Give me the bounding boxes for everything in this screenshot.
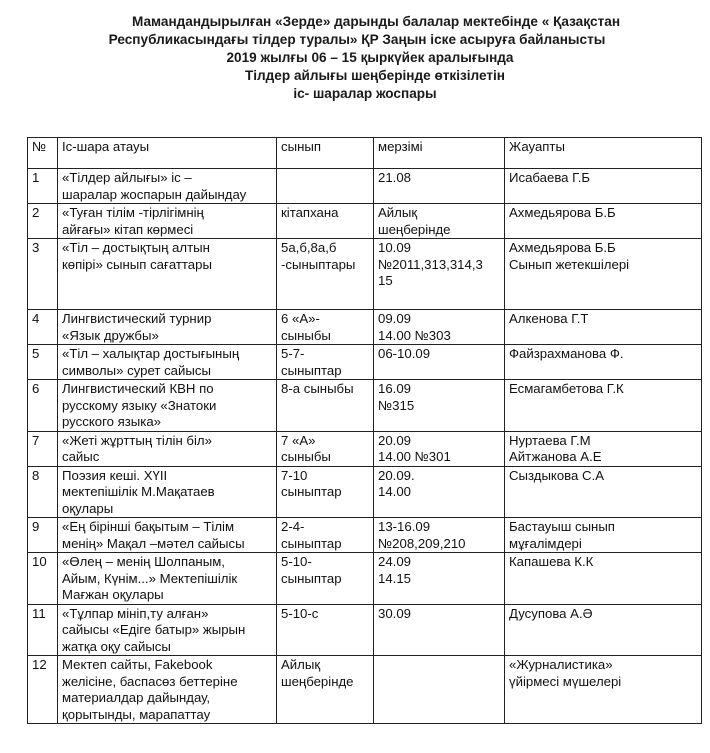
table-row xyxy=(28,204,702,239)
cell-number: 12 xyxy=(28,656,58,724)
cell-class: 5-10- сыныптар xyxy=(277,553,374,605)
cell-class: 2-4- сыныптар xyxy=(277,518,374,553)
cell-responsible: Капашева К.К xyxy=(505,553,702,605)
table-row xyxy=(28,345,702,380)
cell-date: 09.09 14.00 №303 xyxy=(374,310,505,345)
cell-event-name: Поэзия кеші. ХҮІІ мектепішілік М.Мақатаев оқулары xyxy=(58,466,277,518)
cell-event-name: «Туған тілім -тірлігімнің айғағы» кітап көрмесі xyxy=(58,204,277,239)
cell-responsible: Дусупова А.Ә xyxy=(505,604,702,656)
cell-responsible: Нуртаева Г.М Айтжанова А.Е xyxy=(505,431,702,466)
cell-class: Айлық шеңберінде xyxy=(277,656,374,724)
cell-event-name: «Жеті жұрттың тілін біл» сайыс xyxy=(58,431,277,466)
cell-event-name: «Өлең – менің Шолпаным, Айым, Күнім...» Мектепішілік Мағжан оқулары xyxy=(58,553,277,605)
cell-date: 16.09 №315 xyxy=(374,380,505,432)
table-row xyxy=(28,310,702,345)
cell-responsible: Ахмедьярова Б.Б Сынып жетекшілері xyxy=(505,239,702,310)
cell-class: кітапхана xyxy=(277,204,374,239)
cell-date: 06-10.09 xyxy=(374,345,505,380)
cell-number: 8 xyxy=(28,466,58,518)
cell-class: 7-10 сыныптар xyxy=(277,466,374,518)
cell-date xyxy=(374,656,505,724)
cell-responsible: Ахмедьярова Б.Б xyxy=(505,204,702,239)
cell-date: 20.09. 14.00 xyxy=(374,466,505,518)
cell-event-name: «Ең бірінші бақытым – Тілім менің» Мақал –мәтел сайысы xyxy=(58,518,277,553)
column-header-number: № xyxy=(28,138,58,169)
cell-event-name: Лингвистический КВН по русскому языку «Знатоки русского языка» xyxy=(58,380,277,432)
cell-date: 21.08 xyxy=(374,169,505,204)
table-row xyxy=(28,518,702,553)
cell-number: 9 xyxy=(28,518,58,553)
cell-class: 5-10-с xyxy=(277,604,374,656)
cell-event-name: «Тілдер айлығы» іс – шаралар жоспарын дайындау xyxy=(58,169,277,204)
cell-responsible: Файзрахманова Ф. xyxy=(505,345,702,380)
cell-responsible: Есмагамбетова Г.К xyxy=(505,380,702,432)
cell-class: 7 «А» сыныбы xyxy=(277,431,374,466)
cell-number: 7 xyxy=(28,431,58,466)
cell-responsible: Алкенова Г.Т xyxy=(505,310,702,345)
events-plan-table xyxy=(27,137,702,724)
cell-number: 4 xyxy=(28,310,58,345)
cell-event-name: Мектеп сайты, Fakebook желісіне, баспасөз беттеріне материалдар дайындау, қорытынды, марапаттау xyxy=(58,656,277,724)
table-header-row xyxy=(28,138,702,169)
title-line-5: іс- шаралар жоспары xyxy=(293,86,437,101)
column-header-class: сынып xyxy=(277,138,374,169)
cell-number: 10 xyxy=(28,553,58,605)
cell-class xyxy=(277,169,374,204)
cell-event-name: «Тіл – достықтың алтын көпірі» сынып сағаттары xyxy=(58,239,277,310)
cell-responsible: «Журналистика» үйірмесі мүшелері xyxy=(505,656,702,724)
cell-event-name: «Тұлпар мініп,ту алған» сайысы «Едіге батыр» жырын жатқа оқу сайысы xyxy=(58,604,277,656)
cell-date: 30.09 xyxy=(374,604,505,656)
column-header-date: мерзімі xyxy=(374,138,505,169)
cell-responsible: Сыздыкова С.А xyxy=(505,466,702,518)
column-header-event-name: Іс-шара атауы xyxy=(58,138,277,169)
cell-class: 8-а сыныбы xyxy=(277,380,374,432)
title-line-1: Мамандандырылған «Зерде» дарынды балалар мектебінде « Қазақстан xyxy=(131,14,621,29)
cell-date: Айлық шеңберінде xyxy=(374,204,505,239)
table-row xyxy=(28,380,702,432)
cell-date: 13-16.09 №208,209,210 xyxy=(374,518,505,553)
cell-class: 5-7- сыныптар xyxy=(277,345,374,380)
table-row xyxy=(28,656,702,724)
title-line-3: 2019 жылғы 06 – 15 қыркүйек аралығында xyxy=(226,50,514,65)
cell-class: 6 «А»- сыныбы xyxy=(277,310,374,345)
table-row xyxy=(28,604,702,656)
cell-class: 5а,б,8а,б -сыныптары xyxy=(277,239,374,310)
cell-number: 6 xyxy=(28,380,58,432)
cell-date: 10.09 №2011,313,314,3 15 xyxy=(374,239,505,310)
cell-number: 1 xyxy=(28,169,58,204)
document-title xyxy=(0,13,710,103)
cell-responsible: Бастауыш сынып мұғалімдері xyxy=(505,518,702,553)
table-row xyxy=(28,239,702,310)
column-header-responsible: Жауапты xyxy=(505,138,702,169)
table-row xyxy=(28,553,702,605)
cell-responsible: Исабаева Г.Б xyxy=(505,169,702,204)
title-line-4: Тілдер айлығы шеңберінде өткізілетін xyxy=(244,68,506,83)
table-row xyxy=(28,169,702,204)
cell-number: 3 xyxy=(28,239,58,310)
table-row xyxy=(28,466,702,518)
table-row xyxy=(28,431,702,466)
cell-number: 2 xyxy=(28,204,58,239)
cell-number: 11 xyxy=(28,604,58,656)
cell-number: 5 xyxy=(28,345,58,380)
cell-date: 24.09 14.15 xyxy=(374,553,505,605)
cell-date: 20.09 14.00 №301 xyxy=(374,431,505,466)
cell-event-name: «Тіл – халықтар достығының символы» сурет сайысы xyxy=(58,345,277,380)
cell-event-name: Лингвистический турнир «Язык дружбы» xyxy=(58,310,277,345)
title-line-2: Республикасындағы тілдер туралы» ҚР Заңын іске асыруға байланысты xyxy=(108,32,606,47)
